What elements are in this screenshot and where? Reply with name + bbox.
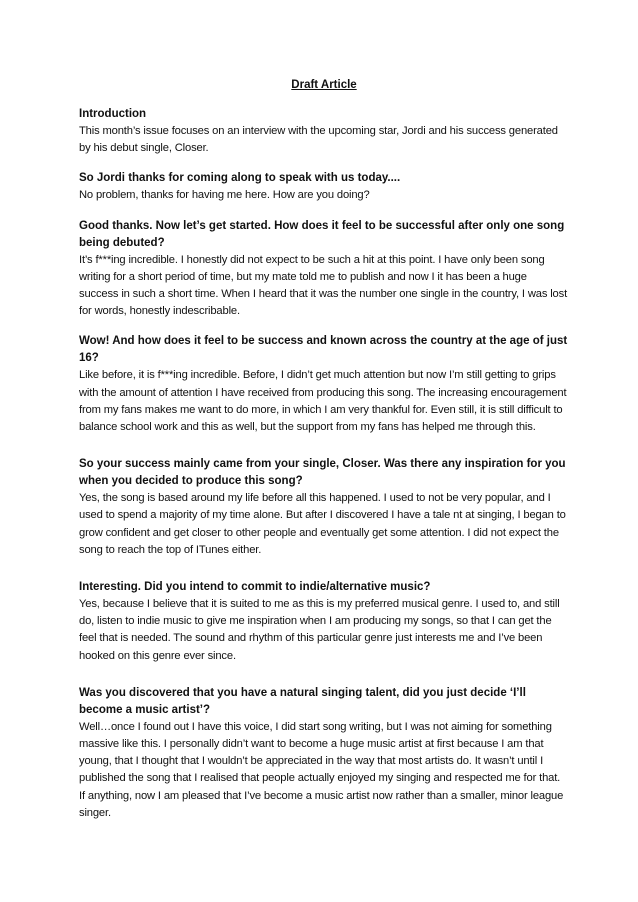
section-heading: Was you discovered that you have a natural singing talent, did you just decide ‘I’ll become a music artist’? <box>79 686 526 716</box>
section-heading: Introduction <box>79 108 147 120</box>
section-heading: Good thanks. Now let’s get started. How does it feel to be successful after only one song being debuted? <box>79 219 565 249</box>
section-inspiration <box>79 456 569 559</box>
section-body: Well…once I found out I have this voice, I did start song writing, but I was not aiming for something massive like this. I personally didn’t want to become a huge music artist at first because I am that young, that I thought that I wouldn’t be appreciated in the way that most artists do. It wasn’t until I published the song that I realised that people actually enjoyed my singing and respected me for that. If anything, now I am pleased that I’ve become a music artist now rather than a smaller, minor league singer. <box>79 720 564 819</box>
section-body: Yes, the song is based around my life before all this happened. I used to not be very popular, and I used to spend a majority of my time alone. But after I discovered I have a tale nt at singing, I began to grow confident and get closer to other people and eventually get some attention. I did not expect the song to reach the top of ITunes either. <box>79 492 566 556</box>
section-greeting <box>79 170 569 204</box>
document-page <box>79 78 569 835</box>
section-body: Yes, because I believe that it is suited to me as this is my preferred musical genre. I used to, and still do, listen to indie music to give me inspiration when I am producing my songs, so that I can get the feel that is needed. The sound and rhythm of this particular genre just interests me and I’ve been hooked on this genre ever since. <box>79 598 560 662</box>
section-heading: So your success mainly came from your single, Closer. Was there any inspiration for you when you decided to produce this song? <box>79 458 566 488</box>
section-body: Like before, it is f***ing incredible. Before, I didn’t get much attention but now I’m still getting to grips with the amount of attention I have received from producing this song. The increasing encouragement from my fans makes me want to do more, in which I am very thankful for. Even still, it is still difficult to balance school work and this as well, but the support from my fans has helped me through this. <box>79 369 567 434</box>
section-heading: Wow! And how does it feel to be success and known across the country at the age of just 16? <box>79 335 568 365</box>
section-heading: Interesting. Did you intend to commit to indie/alternative music? <box>79 581 431 594</box>
section-success-feeling <box>79 218 569 321</box>
section-singing-talent <box>79 685 569 822</box>
section-body: It’s f***ing incredible. I honestly did not expect to be such a hit at this point. I have only been song writing for a short period of time, but my mate told me to publish and now I it has been a huge success in such a short time. When I heard that it was the number one single in the country, I was lost for words, honestly indescribable. <box>79 253 568 318</box>
document-title: Draft Article <box>291 79 357 91</box>
section-introduction <box>79 106 569 157</box>
section-indie-music <box>79 579 569 665</box>
section-heading: So Jordi thanks for coming along to speak with us today.... <box>79 172 401 185</box>
section-body: No problem, thanks for having me here. How are you doing? <box>79 189 370 202</box>
section-body: This month’s issue focuses on an interview with the upcoming star, Jordi and his success generated by his debut single, Closer. <box>79 125 558 155</box>
section-age-16 <box>79 333 569 436</box>
